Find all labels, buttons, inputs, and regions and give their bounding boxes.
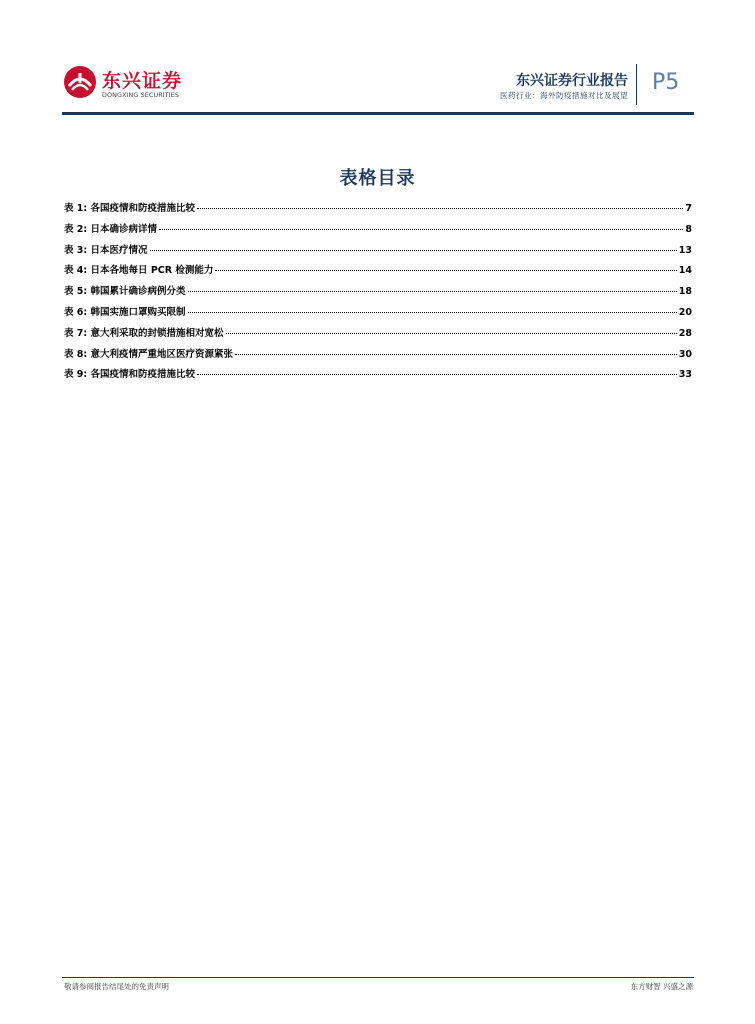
logo-chinese-name: 东兴证券	[102, 70, 183, 92]
footer-disclaimer: 敬请参阅报告结尾处的免责声明	[64, 982, 169, 991]
toc-entry-page: 14	[678, 265, 692, 277]
toc-entry[interactable]	[64, 346, 692, 367]
report-subtitle: 医药行业：海外防疫措施对比及展望	[500, 91, 628, 100]
toc-leader-dots	[226, 333, 677, 334]
company-logo	[62, 64, 192, 106]
toc-leader-dots	[215, 270, 676, 271]
toc-leader-dots	[235, 354, 677, 355]
dongxing-logo-icon	[62, 64, 98, 100]
toc-entry-page: 18	[678, 286, 692, 298]
toc-entry-label: 表 8: 意大利疫情严重地区医疗资源紧张	[64, 348, 234, 360]
toc-entry[interactable]	[64, 366, 692, 387]
toc-entry[interactable]	[64, 200, 692, 221]
table-of-contents	[64, 200, 692, 387]
toc-title: 表格目录	[339, 168, 416, 189]
toc-entry-page: 20	[678, 306, 692, 318]
toc-entry-page: 7	[685, 203, 692, 214]
toc-leader-dots	[188, 291, 677, 292]
toc-entry-page: 30	[678, 348, 692, 360]
toc-entry-page: 13	[678, 244, 692, 256]
toc-entry-label: 表 3: 日本医疗情况	[64, 244, 148, 256]
toc-entry[interactable]	[64, 283, 692, 304]
page-number: P5	[652, 70, 680, 95]
toc-leader-dots	[150, 250, 677, 251]
toc-leader-dots	[197, 208, 683, 209]
toc-entry-label: 表 6: 韩国实施口罩购买限制	[64, 306, 186, 318]
logo-english-name: DONGXING SECURITIES	[102, 91, 180, 99]
toc-entry-page: 28	[678, 327, 692, 339]
footer-slogan: 东方财智 兴盛之源	[630, 982, 693, 991]
toc-entry-page: 8	[685, 223, 692, 235]
toc-entry[interactable]	[64, 262, 692, 283]
header-divider	[636, 64, 637, 105]
toc-entry[interactable]	[64, 304, 692, 325]
toc-entry-label: 表 4: 日本各地每日 PCR 检测能力	[64, 265, 214, 277]
toc-entry-page: 33	[678, 369, 692, 381]
report-type: 东兴证券行业报告	[516, 73, 628, 89]
toc-entry-label: 表 9: 各国疫情和防疫措施比较	[64, 369, 196, 381]
toc-entry-label: 表 7: 意大利采取的封锁措施相对宽松	[64, 327, 224, 339]
toc-entry-label: 表 5: 韩国累计确诊病例分类	[64, 286, 186, 298]
toc-entry-label: 表 2: 日本确诊病详情	[64, 223, 158, 235]
toc-leader-dots	[159, 229, 683, 230]
toc-entry-label: 表 1: 各国疫情和防疫措施比较	[64, 203, 196, 214]
header-rule	[62, 112, 694, 115]
toc-leader-dots	[188, 312, 677, 313]
toc-leader-dots	[197, 374, 677, 375]
toc-entry[interactable]	[64, 325, 692, 346]
footer-rule	[62, 977, 694, 978]
toc-entry[interactable]	[64, 242, 692, 263]
toc-entry[interactable]	[64, 221, 692, 242]
